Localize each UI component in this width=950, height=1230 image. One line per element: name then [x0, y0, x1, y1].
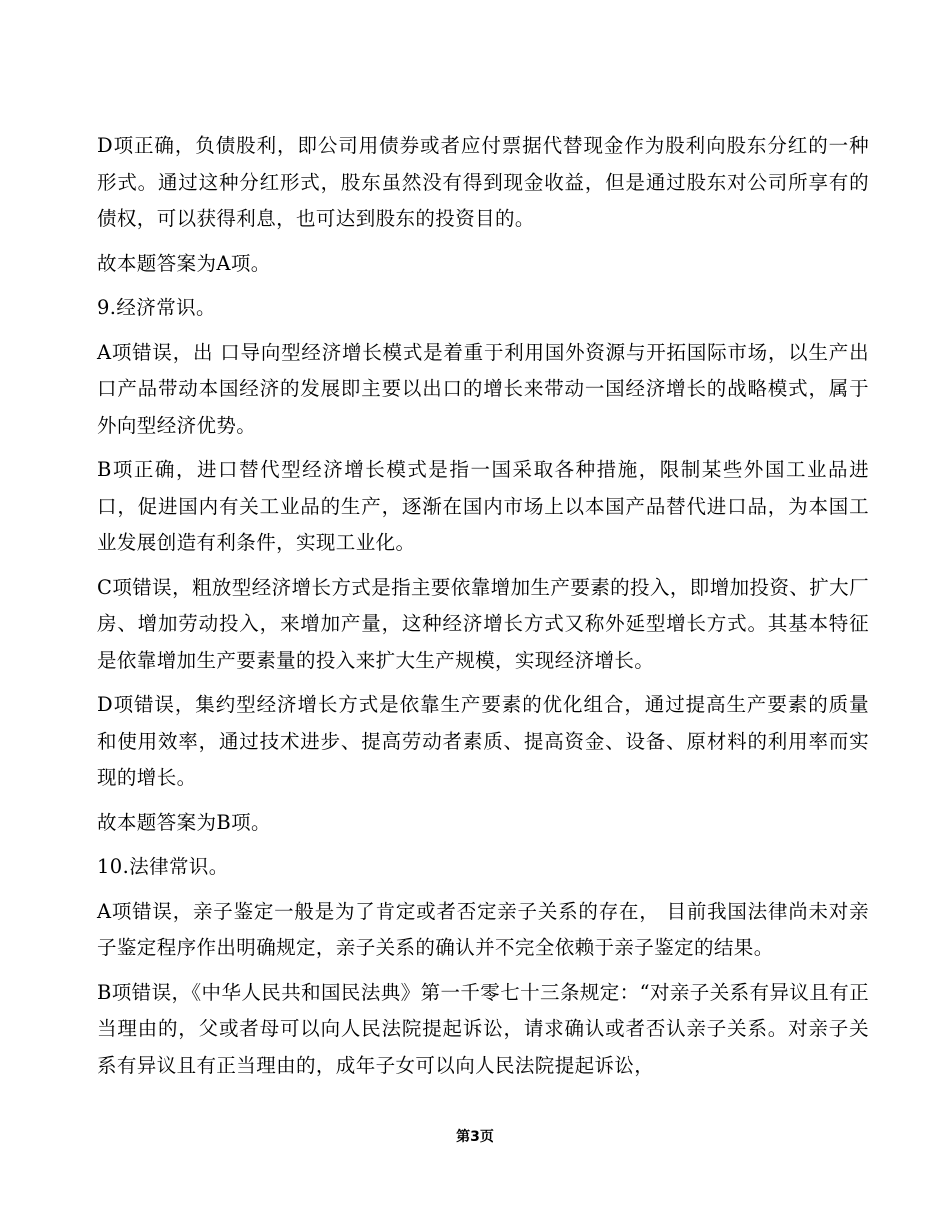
page-number: 第3页 [456, 1129, 494, 1145]
paragraph-d-wrong: D项错误，集约型经济增长方式是依靠生产要素的优化组合，通过提高生产要素的质量和使用效率，通过技术进步、提高劳动者素质、提高资金、设备、原材料的利用率而实现的增长。 [97, 693, 869, 789]
paragraph-c-wrong: C项错误，粗放型经济增长方式是指主要依靠增加生产要素的投入，即增加投资、扩大厂房、增加劳动投入，来增加产量，这种经济增长方式又称外延型增长方式。其基本特征是依靠增加生产要素量的投入来扩大生产规模，实现经济增长。 [97, 575, 869, 672]
section-heading-law: 10.法律常识。 [97, 855, 229, 878]
paragraph-b-correct: B项正确，进口替代型经济增长模式是指一国采取各种措施，限制某些外国工业品进 口，促进国内有关工业品的生产，逐渐在国内市场上以本国产品替代进口品，为本国工业发展创造有利条件，实现工业化。 [97, 458, 869, 554]
paragraph-a-wrong: A项错误，出 口导向型经济增长模式是着重于利用国外资源与开拓国际市场，以生产出口产品带动本国经济的发展即主要以出口的增长来带动一国经济增长的战略模式，属于外向型经济优势。 [97, 340, 869, 437]
paragraph-law-a-wrong: A项错误，亲子鉴定一般是为了肯定或者否定亲子关系的存在， 目前我国法律尚未对亲子鉴定程序作出明确规定，亲子关系的确认并不完全依赖于亲子鉴定的结果。 [97, 899, 869, 959]
answer-line-a: 故本题答案为A项。 [97, 251, 271, 275]
paragraph-d-correct: D项正确，负债股利，即公司用债券或者应付票据代替现金作为股利向股东分红的一种形式。通过这种分红形式，股东虽然没有得到现金收益，但是通过股东对公司所享有的债权，可以获得利息，也可达到股东的投资目的。 [97, 134, 869, 230]
document-body [97, 128, 869, 1092]
section-heading-economics: 9.经济常识。 [97, 296, 216, 319]
answer-line-b: 故本题答案为B项。 [97, 810, 271, 834]
paragraph-law-b-wrong: B项错误，《中华人民共和国民法典》第一千零七十三条规定：“对亲子关系有异议且有正当理由的，父或者母可以向人民法院提起诉讼，请求确认或者否认亲子关系。对亲子关系有异议且有正当理由的，成年子女可以向人民法院提起诉讼， [97, 980, 869, 1077]
